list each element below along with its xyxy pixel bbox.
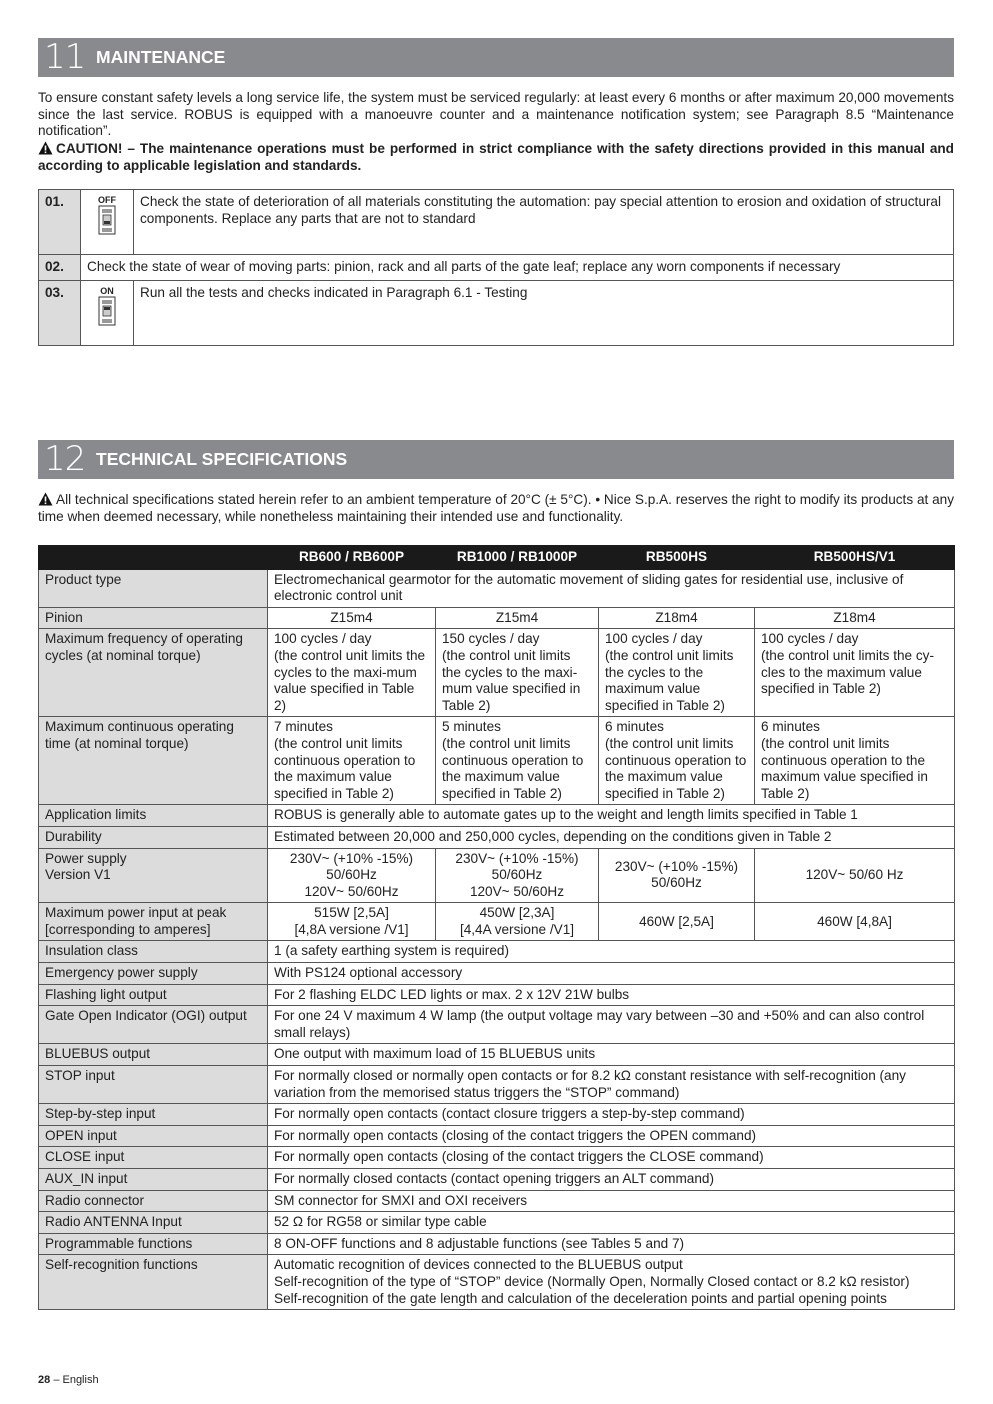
note-text: All technical specifications stated herein refer to an ambient temperature of 20°C (± 5°C). • Nice S.p.A. reserves the right to modify its products at any time when deemed necessary, while nonetheless maintaining their intended use and functionality. (38, 492, 954, 524)
row-value: 7 minutes (the control unit limits continuous operation to the maximum value specified in Table 2) (268, 717, 436, 805)
row-label: Maximum frequency of operating cycles (at nominal torque) (39, 629, 268, 717)
table-row (39, 963, 955, 985)
row-label: CLOSE input (39, 1147, 268, 1169)
table-row (39, 1255, 955, 1310)
row-label: Emergency power supply (39, 963, 268, 985)
table-row (39, 1006, 955, 1044)
table-row (39, 1233, 955, 1255)
breaker-state-label: OFF (98, 195, 116, 205)
maintenance-section-header (38, 38, 954, 77)
column-header: RB600 / RB600P (268, 546, 436, 570)
step-text: Run all the tests and checks indicated in Paragraph 6.1 - Testing (134, 280, 954, 345)
row-value: Z15m4 (436, 607, 599, 629)
row-label: Step-by-step input (39, 1104, 268, 1126)
row-value: For normally closed or normally open contacts or for 8.2 kΩ constant resistance with self-recognition (any variation from the memorised status triggers the “STOP” command) (268, 1066, 955, 1104)
page-footer (38, 1372, 99, 1389)
table-row (39, 717, 955, 805)
row-label: Product type (39, 569, 268, 607)
section-number: 12 (44, 439, 86, 479)
table-row (39, 1044, 955, 1066)
step-text: Check the state of wear of moving parts: pinion, rack and all parts of the gate leaf; replace any worn components if necessary (81, 255, 954, 281)
maintenance-step (39, 255, 954, 281)
warning-icon (38, 492, 53, 506)
row-value: 150 cycles / day (the control unit limits the cycles to the maxi-mum value specified in Table 2) (436, 629, 599, 717)
maintenance-table (38, 189, 954, 346)
step-text: Check the state of deterioration of all materials constituting the automation: pay special attention to erosion and oxidation of structural components. Replace any parts that are not to standard (134, 190, 954, 255)
row-value: For normally open contacts (contact closure triggers a step-by-step command) (268, 1104, 955, 1126)
row-label: OPEN input (39, 1125, 268, 1147)
maintenance-step (39, 280, 954, 345)
row-value: 515W [2,5A] [4,8A versione /V1] (268, 903, 436, 941)
table-row (39, 607, 955, 629)
row-value: Z18m4 (599, 607, 755, 629)
section-title: TECHNICAL SPECIFICATIONS (96, 449, 348, 470)
row-value: With PS124 optional accessory (268, 963, 955, 985)
row-label: Maximum power input at peak [corresponding to amperes] (39, 903, 268, 941)
row-label: Maximum continuous operating time (at nominal torque) (39, 717, 268, 805)
row-value: 230V~ (+10% -15%) 50/60Hz 120V~ 50/60Hz (268, 848, 436, 903)
row-value: One output with maximum load of 15 BLUEBUS units (268, 1044, 955, 1066)
row-value: 460W [2,5A] (599, 903, 755, 941)
row-label: Programmable functions (39, 1233, 268, 1255)
warning-icon (38, 141, 53, 155)
row-value: 120V~ 50/60 Hz (755, 848, 955, 903)
row-value: For normally closed contacts (contact opening triggers an ALT command) (268, 1169, 955, 1191)
table-row (39, 903, 955, 941)
row-label: Application limits (39, 805, 268, 827)
column-header: RB1000 / RB1000P (436, 546, 599, 570)
step-number: 01. (39, 190, 81, 255)
row-value: Z18m4 (755, 607, 955, 629)
row-label: Insulation class (39, 941, 268, 963)
table-row (39, 941, 955, 963)
row-value: Estimated between 20,000 and 250,000 cycles, depending on the conditions given in Table 2 (268, 826, 955, 848)
specs-section-header (38, 440, 954, 479)
maintenance-intro: To ensure constant safety levels a long service life, the system must be serviced regularly: at least every 6 months or after maximum 20,000 movements since the last service. ROBUS is equipped with a manoeuvre counter and a maintenance notification system; see Paragraph 8.5 “Maintenance notification”. (38, 90, 954, 139)
row-label: Gate Open Indicator (OGI) output (39, 1006, 268, 1044)
row-label: Self-recognition functions (39, 1255, 268, 1310)
row-value: Electromechanical gearmotor for the automatic movement of sliding gates for residential use, inclusive of electronic control unit (268, 569, 955, 607)
circuit-breaker-on-icon (98, 296, 116, 326)
page-number: 28 (38, 1374, 51, 1386)
column-header: RB500HS/V1 (755, 546, 955, 570)
row-value: 8 ON-OFF functions and 8 adjustable functions (see Tables 5 and 7) (268, 1233, 955, 1255)
section-title: MAINTENANCE (96, 47, 226, 68)
table-row (39, 848, 955, 903)
caution-text: CAUTION! – The maintenance operations must be performed in strict compliance with the safety directions provided in this manual and according to applicable legislation and standards. (38, 141, 954, 173)
row-value: Automatic recognition of devices connected to the BLUEBUS output Self-recognition of the type of “STOP” device (Normally Open, Normally Closed contact or 8.2 kΩ resistor) Self-recognition of the gate length and calculation of the deceleration points and partial opening points (268, 1255, 955, 1310)
header-blank (39, 546, 268, 570)
step-number: 03. (39, 280, 81, 345)
step-icon-cell (81, 280, 134, 345)
row-label: Radio connector (39, 1190, 268, 1212)
row-value: 6 minutes (the control unit limits continuous operation to the maximum value specified in Table 2) (755, 717, 955, 805)
column-header: RB500HS (599, 546, 755, 570)
table-row (39, 805, 955, 827)
row-value: For one 24 V maximum 4 W lamp (the output voltage may vary between –30 and +50% and can also control small relays) (268, 1006, 955, 1044)
row-label: AUX_IN input (39, 1169, 268, 1191)
row-value: 52 Ω for RG58 or similar type cable (268, 1212, 955, 1234)
row-label: Radio ANTENNA Input (39, 1212, 268, 1234)
table-row (39, 1066, 955, 1104)
step-icon-cell (81, 190, 134, 255)
specs-table (38, 545, 955, 1310)
row-label: STOP input (39, 1066, 268, 1104)
table-row (39, 629, 955, 717)
row-value: SM connector for SMXI and OXI receivers (268, 1190, 955, 1212)
row-value: 5 minutes (the control unit limits continuous operation to the maximum value specified in Table 2) (436, 717, 599, 805)
table-header-row (39, 546, 955, 570)
table-row (39, 569, 955, 607)
row-value: 450W [2,3A] [4,4A versione /V1] (436, 903, 599, 941)
table-row (39, 1212, 955, 1234)
circuit-breaker-off-icon (98, 205, 116, 235)
row-value: For normally open contacts (closing of the contact triggers the CLOSE command) (268, 1147, 955, 1169)
row-value: For 2 flashing ELDC LED lights or max. 2 x 12V 21W bulbs (268, 984, 955, 1006)
step-number: 02. (39, 255, 81, 281)
row-value: 6 minutes (the control unit limits continuous operation to the maximum value specified in Table 2) (599, 717, 755, 805)
specs-note (38, 492, 954, 525)
section-number: 11 (44, 37, 86, 77)
table-row (39, 984, 955, 1006)
row-value: Z15m4 (268, 607, 436, 629)
row-label: Power supply Version V1 (39, 848, 268, 903)
maintenance-caution (38, 141, 954, 174)
row-value: 100 cycles / day (the control unit limits the cycles to the maximum value specified in Table 2) (599, 629, 755, 717)
row-label: BLUEBUS output (39, 1044, 268, 1066)
row-value: 100 cycles / day (the control unit limits the cycles to the maxi-mum value specified in Table 2) (268, 629, 436, 717)
breaker-state-label: ON (100, 285, 114, 296)
table-row (39, 826, 955, 848)
footer-language: – English (53, 1374, 99, 1386)
row-value: 230V~ (+10% -15%) 50/60Hz 120V~ 50/60Hz (436, 848, 599, 903)
row-label: Flashing light output (39, 984, 268, 1006)
row-value: 1 (a safety earthing system is required) (268, 941, 955, 963)
row-value: For normally open contacts (closing of the contact triggers the OPEN command) (268, 1125, 955, 1147)
table-row (39, 1169, 955, 1191)
row-label: Pinion (39, 607, 268, 629)
table-row (39, 1190, 955, 1212)
row-label: Durability (39, 826, 268, 848)
maintenance-step (39, 190, 954, 255)
row-value: 100 cycles / day (the control unit limits the cy-cles to the maximum value specified in Table 2) (755, 629, 955, 717)
table-row (39, 1125, 955, 1147)
row-value: 230V~ (+10% -15%) 50/60Hz (599, 848, 755, 903)
table-row (39, 1104, 955, 1126)
row-value: 460W [4,8A] (755, 903, 955, 941)
row-value: ROBUS is generally able to automate gates up to the weight and length limits specified in Table 1 (268, 805, 955, 827)
table-row (39, 1147, 955, 1169)
